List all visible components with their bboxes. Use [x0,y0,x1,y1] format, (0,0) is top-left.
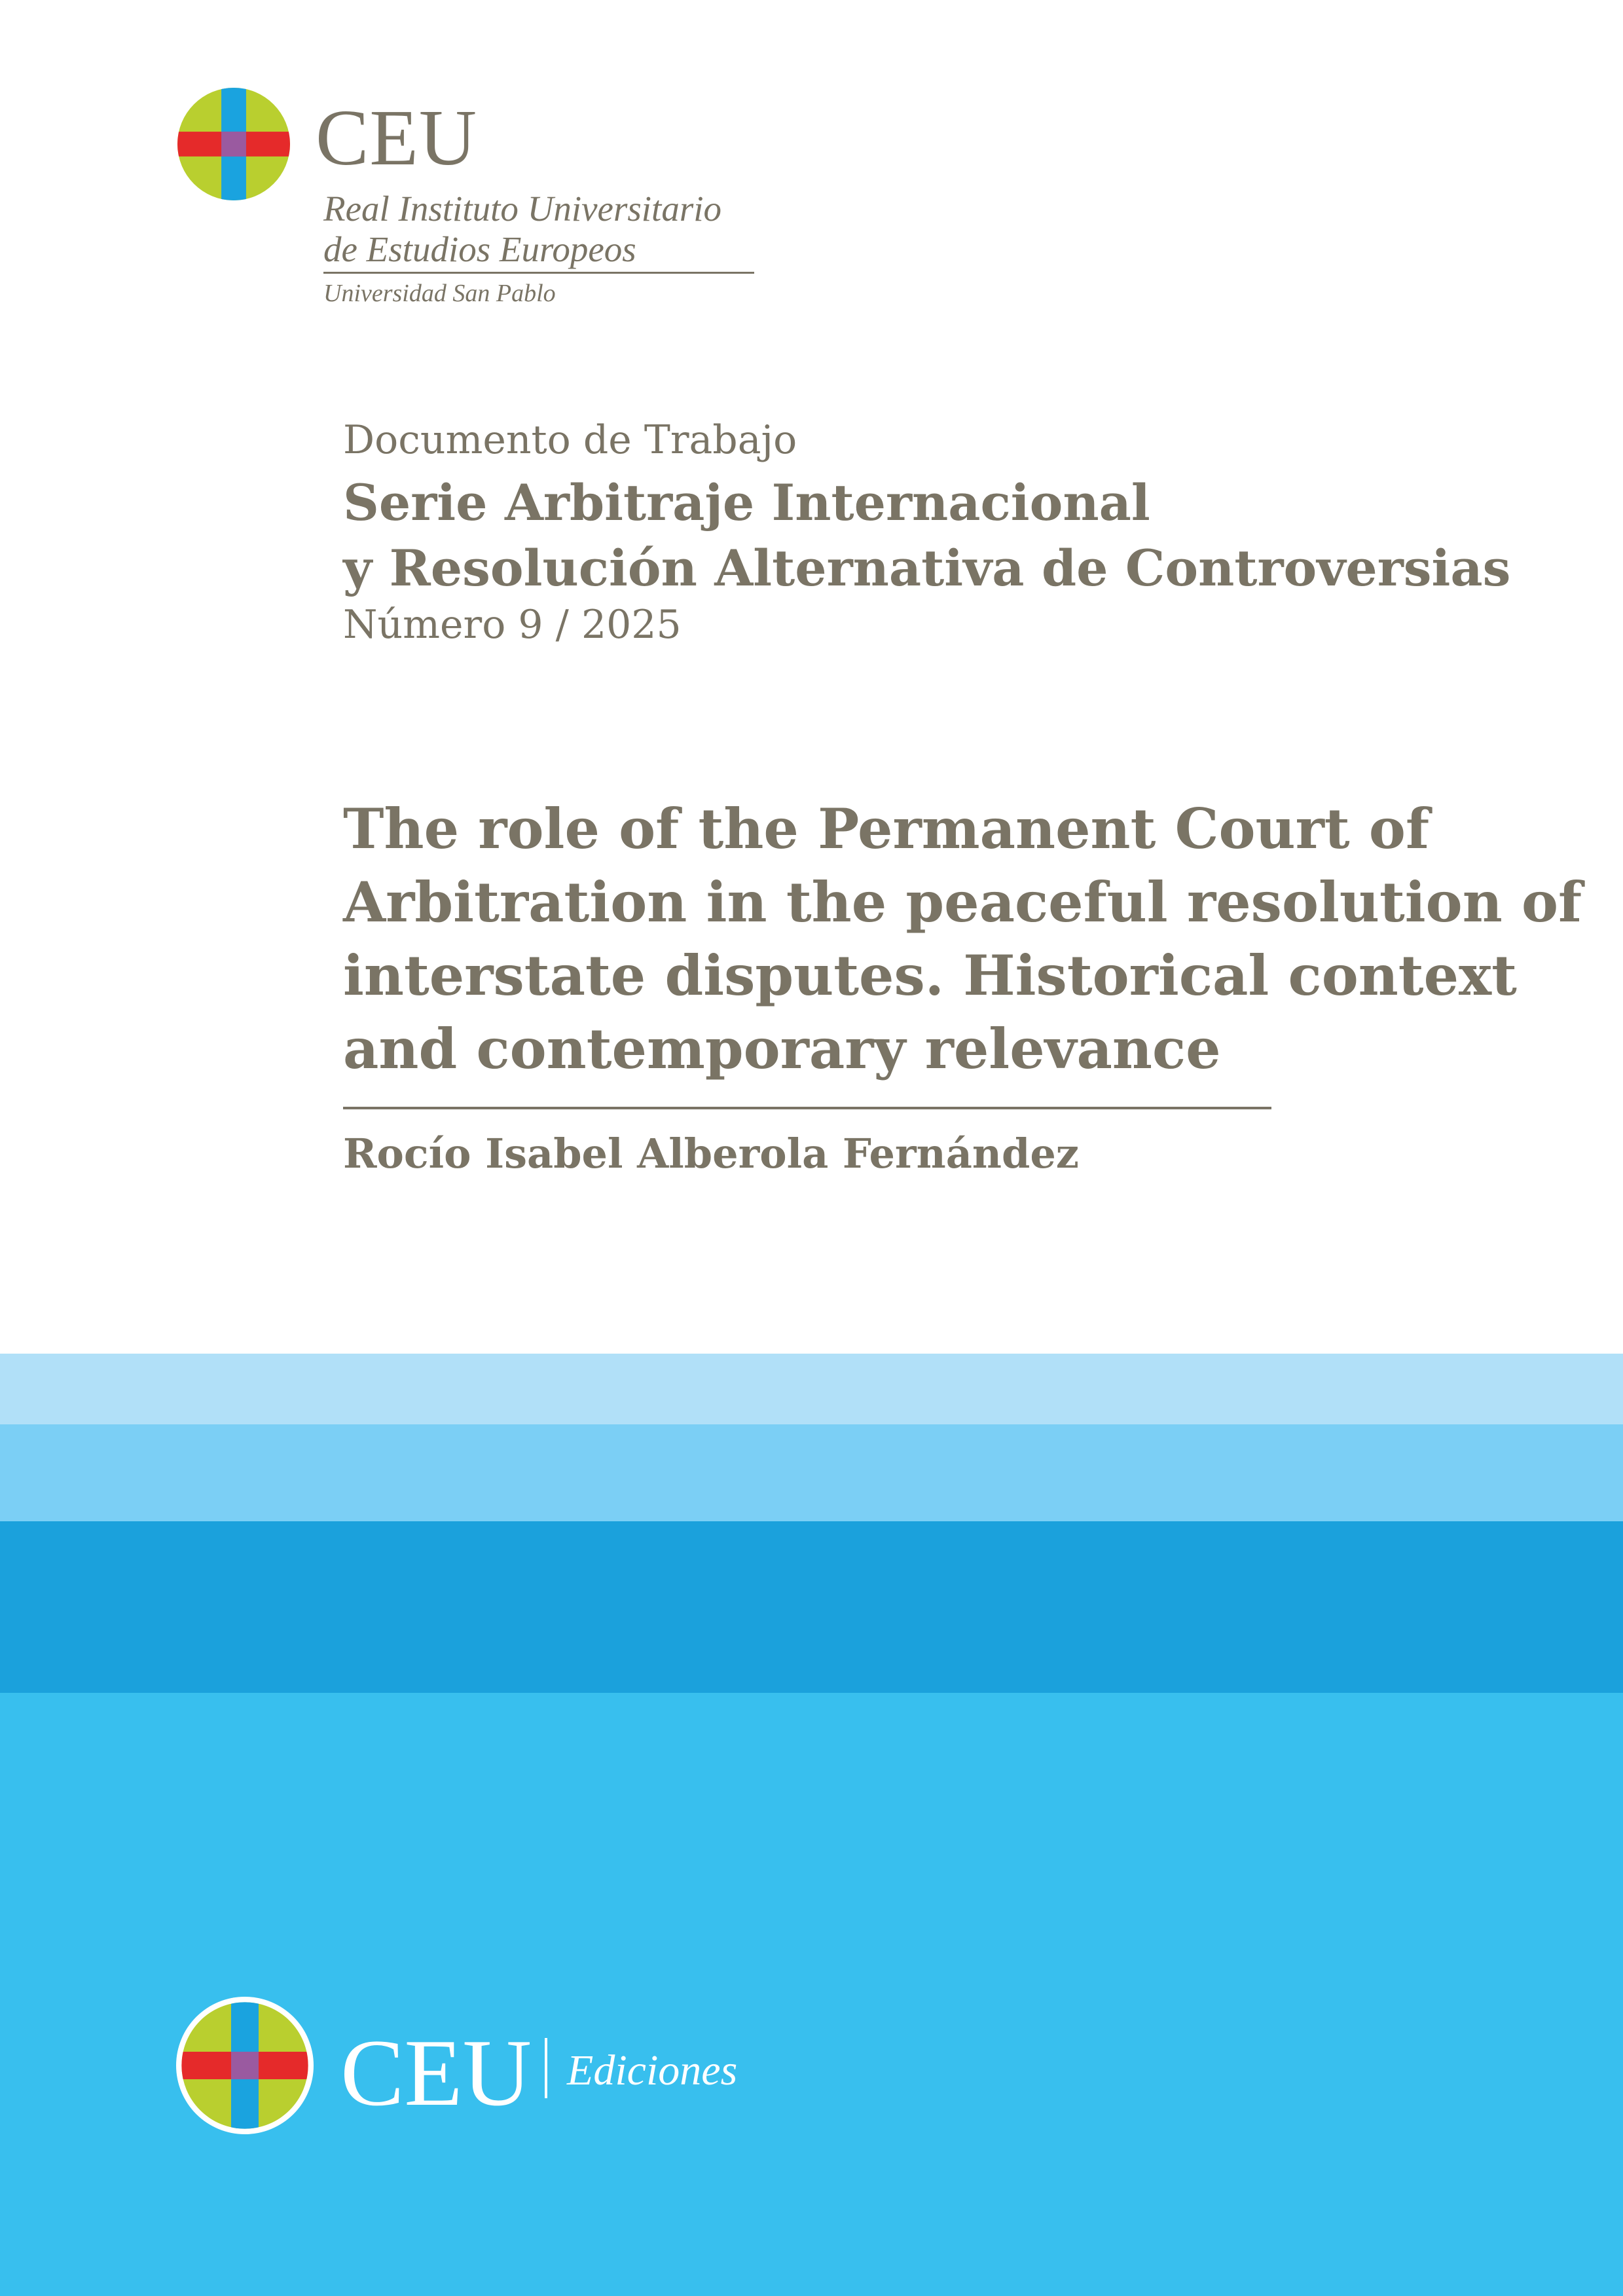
title-line-3: interstate disputes. Historical context [343,943,1517,1008]
band-light [0,1424,1623,1521]
university-name: Universidad San Pablo [323,280,556,307]
document-type: Documento de Trabajo [343,417,797,463]
title-line-4: and contemporary relevance [343,1016,1221,1081]
issue-number: Número 9 / 2025 [343,602,682,648]
title-line-2: Arbitration in the peaceful resolution of [343,870,1582,935]
ceu-cross-logo-icon [176,1997,314,2134]
band-lightest [0,1354,1623,1424]
publisher-divider [545,2038,547,2098]
publisher-ceu-wordmark: CEU [340,2020,532,2126]
band-dark [0,1521,1623,1693]
title-line-1: The role of the Permanent Court of [343,796,1430,861]
ceu-cross-logo-icon [177,88,290,200]
document-title [343,792,1582,1086]
series-name-line-2: y Resolución Alternativa de Controversias [343,539,1511,597]
institute-name-line-1: Real Instituto Universitario [323,189,722,229]
band-main [0,1693,1623,2296]
institute-name [323,189,721,270]
series-name-line-1: Serie Arbitraje Internacional [343,473,1150,532]
title-divider [343,1107,1271,1109]
institute-name-line-2: de Estudios Europeos [323,229,636,269]
logo-divider [323,272,754,274]
logo-ceu-wordmark: CEU [316,94,477,182]
publisher-imprint: Ediciones [567,2046,738,2094]
author-name: Rocío Isabel Alberola Fernández [343,1130,1079,1177]
